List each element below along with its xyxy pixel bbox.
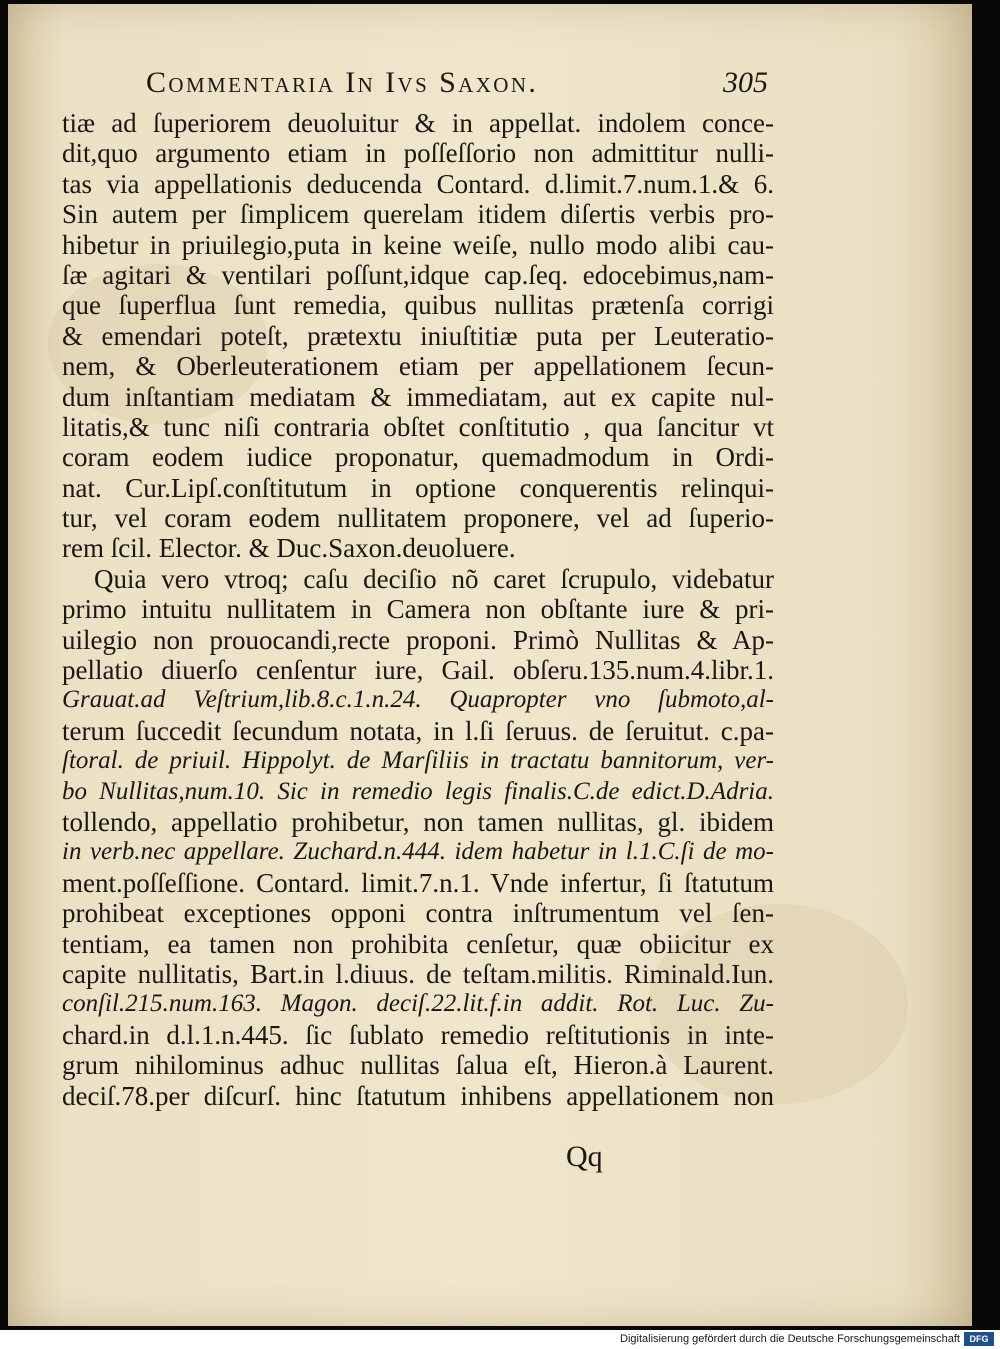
- text-line: bo Nullitas,num.10. Sic in remedio legis finalis.C.de edict.D.Adria.: [62, 777, 774, 805]
- page-header: [138, 66, 778, 106]
- text-line: ſtoral. de priuil. Hippolyt. de Marſiliis in tractatu bannitorum, ver-: [62, 747, 774, 775]
- text-line: Quia vero vtroq; caſu deciſio nõ caret ſcrupulo, videbatur: [94, 563, 774, 594]
- text-line: uilegio non prouocandi,recte proponi. Primò Nullitas & Ap-: [62, 624, 774, 655]
- catchword: Qq: [566, 1140, 603, 1173]
- text-line: deciſ.78.per diſcurſ. hinc ſtatutum inhibens appellationem non: [62, 1080, 774, 1111]
- text-line: tas via appellationis deducenda Contard. d.limit.7.num.1.& 6.: [62, 168, 774, 199]
- digitization-credit: Digitalisierung gefördert durch die Deutsche Forschungsgemeinschaft: [620, 1333, 960, 1345]
- text-line: capite nullitatis, Bart.in l.diuus. de teſtam.militis. Riminald.Iun.: [62, 958, 774, 989]
- text-line: coram eodem iudice proponatur, quemadmodum in Ordi-: [62, 442, 774, 473]
- text-line: dum inſtantiam mediatam & immediatam, aut ex capite nul-: [62, 381, 774, 412]
- text-line: primo intuitu nullitatem in Camera non obſtante iure & pri-: [62, 594, 774, 625]
- text-line: pellatio diuerſo cenſentur iure, Gail. obſeru.135.num.4.libr.1.: [62, 655, 774, 686]
- page-number: 305: [723, 66, 768, 99]
- text-line: prohibeat exceptiones opponi contra inſtrumentum vel ſen-: [62, 898, 774, 929]
- text-line: terum ſuccedit ſecundum notata, in l.ſi ſeruus. de ſeruitut. c.pa-: [62, 715, 774, 746]
- body-text: [62, 108, 774, 1111]
- text-line: tollendo, appellatio prohibetur, non tamen nullitas, gl. ibidem: [62, 806, 774, 837]
- text-line: tentiam, ea tamen non prohibita cenſetur, quæ obiicitur ex: [62, 928, 774, 959]
- text-line: nem, & Oberleuterationem etiam per appellationem ſecun-: [62, 351, 774, 382]
- text-line: hibetur in priuilegio,puta in keine weiſe, nullo modo alibi cau-: [62, 229, 774, 260]
- text-line: dit,quo argumento etiam in poſſeſſorio non admittitur nulli-: [62, 138, 774, 169]
- text-line: grum nihilominus adhuc nullitas ſalua eſt, Hieron.à Laurent.: [62, 1050, 774, 1081]
- running-title: Commentaria In Ivs Saxon.: [146, 66, 539, 99]
- text-line: ſæ agitari & ventilari poſſunt,idque cap.ſeq. edocebimus,nam-: [62, 259, 774, 290]
- text-line: nat. Cur.Lipſ.conſtitutum in optione conquerentis relinqui-: [62, 472, 774, 503]
- dfg-logo: DFG: [964, 1332, 994, 1346]
- text-line: litatis,& tunc niſi contraria obſtet conſtitutio , qua ſancitur vt: [62, 411, 774, 442]
- text-line: chard.in d.l.1.n.445. ſic ſublato remedio reſtitutionis in inte-: [62, 1019, 774, 1050]
- text-line: Sin autem per ſimplicem querelam itidem diſertis verbis pro-: [62, 199, 774, 230]
- text-line: tiæ ad ſuperiorem deuoluitur & in appellat. indolem conce-: [62, 108, 774, 138]
- text-line: tur, vel coram eodem nullitatem proponere, vel ad ſuperio-: [62, 503, 774, 534]
- text-line: que ſuperflua ſunt remedia, quibus nullitas prætenſa corrigi: [62, 290, 774, 321]
- text-line: ment.poſſeſſione. Contard. limit.7.n.1. Vnde infertur, ſi ſtatutum: [62, 867, 774, 898]
- text-line: rem ſcil. Elector. & Duc.Saxon.deuoluere.: [62, 533, 516, 564]
- text-line: & emendari poteſt, prætextu iniuſtitiæ puta per Leuteratio-: [62, 320, 774, 351]
- footer-bar: [0, 1330, 1000, 1349]
- text-line: Grauat.ad Veſtrium,lib.8.c.1.n.24. Quapropter vno ſubmoto,al-: [62, 686, 774, 714]
- text-line: conſil.215.num.163. Magon. deciſ.22.lit.f.in addit. Rot. Luc. Zu-: [62, 990, 774, 1018]
- text-line: in verb.nec appellare. Zuchard.n.444. idem habetur in l.1.C.ſi de mo-: [62, 838, 774, 866]
